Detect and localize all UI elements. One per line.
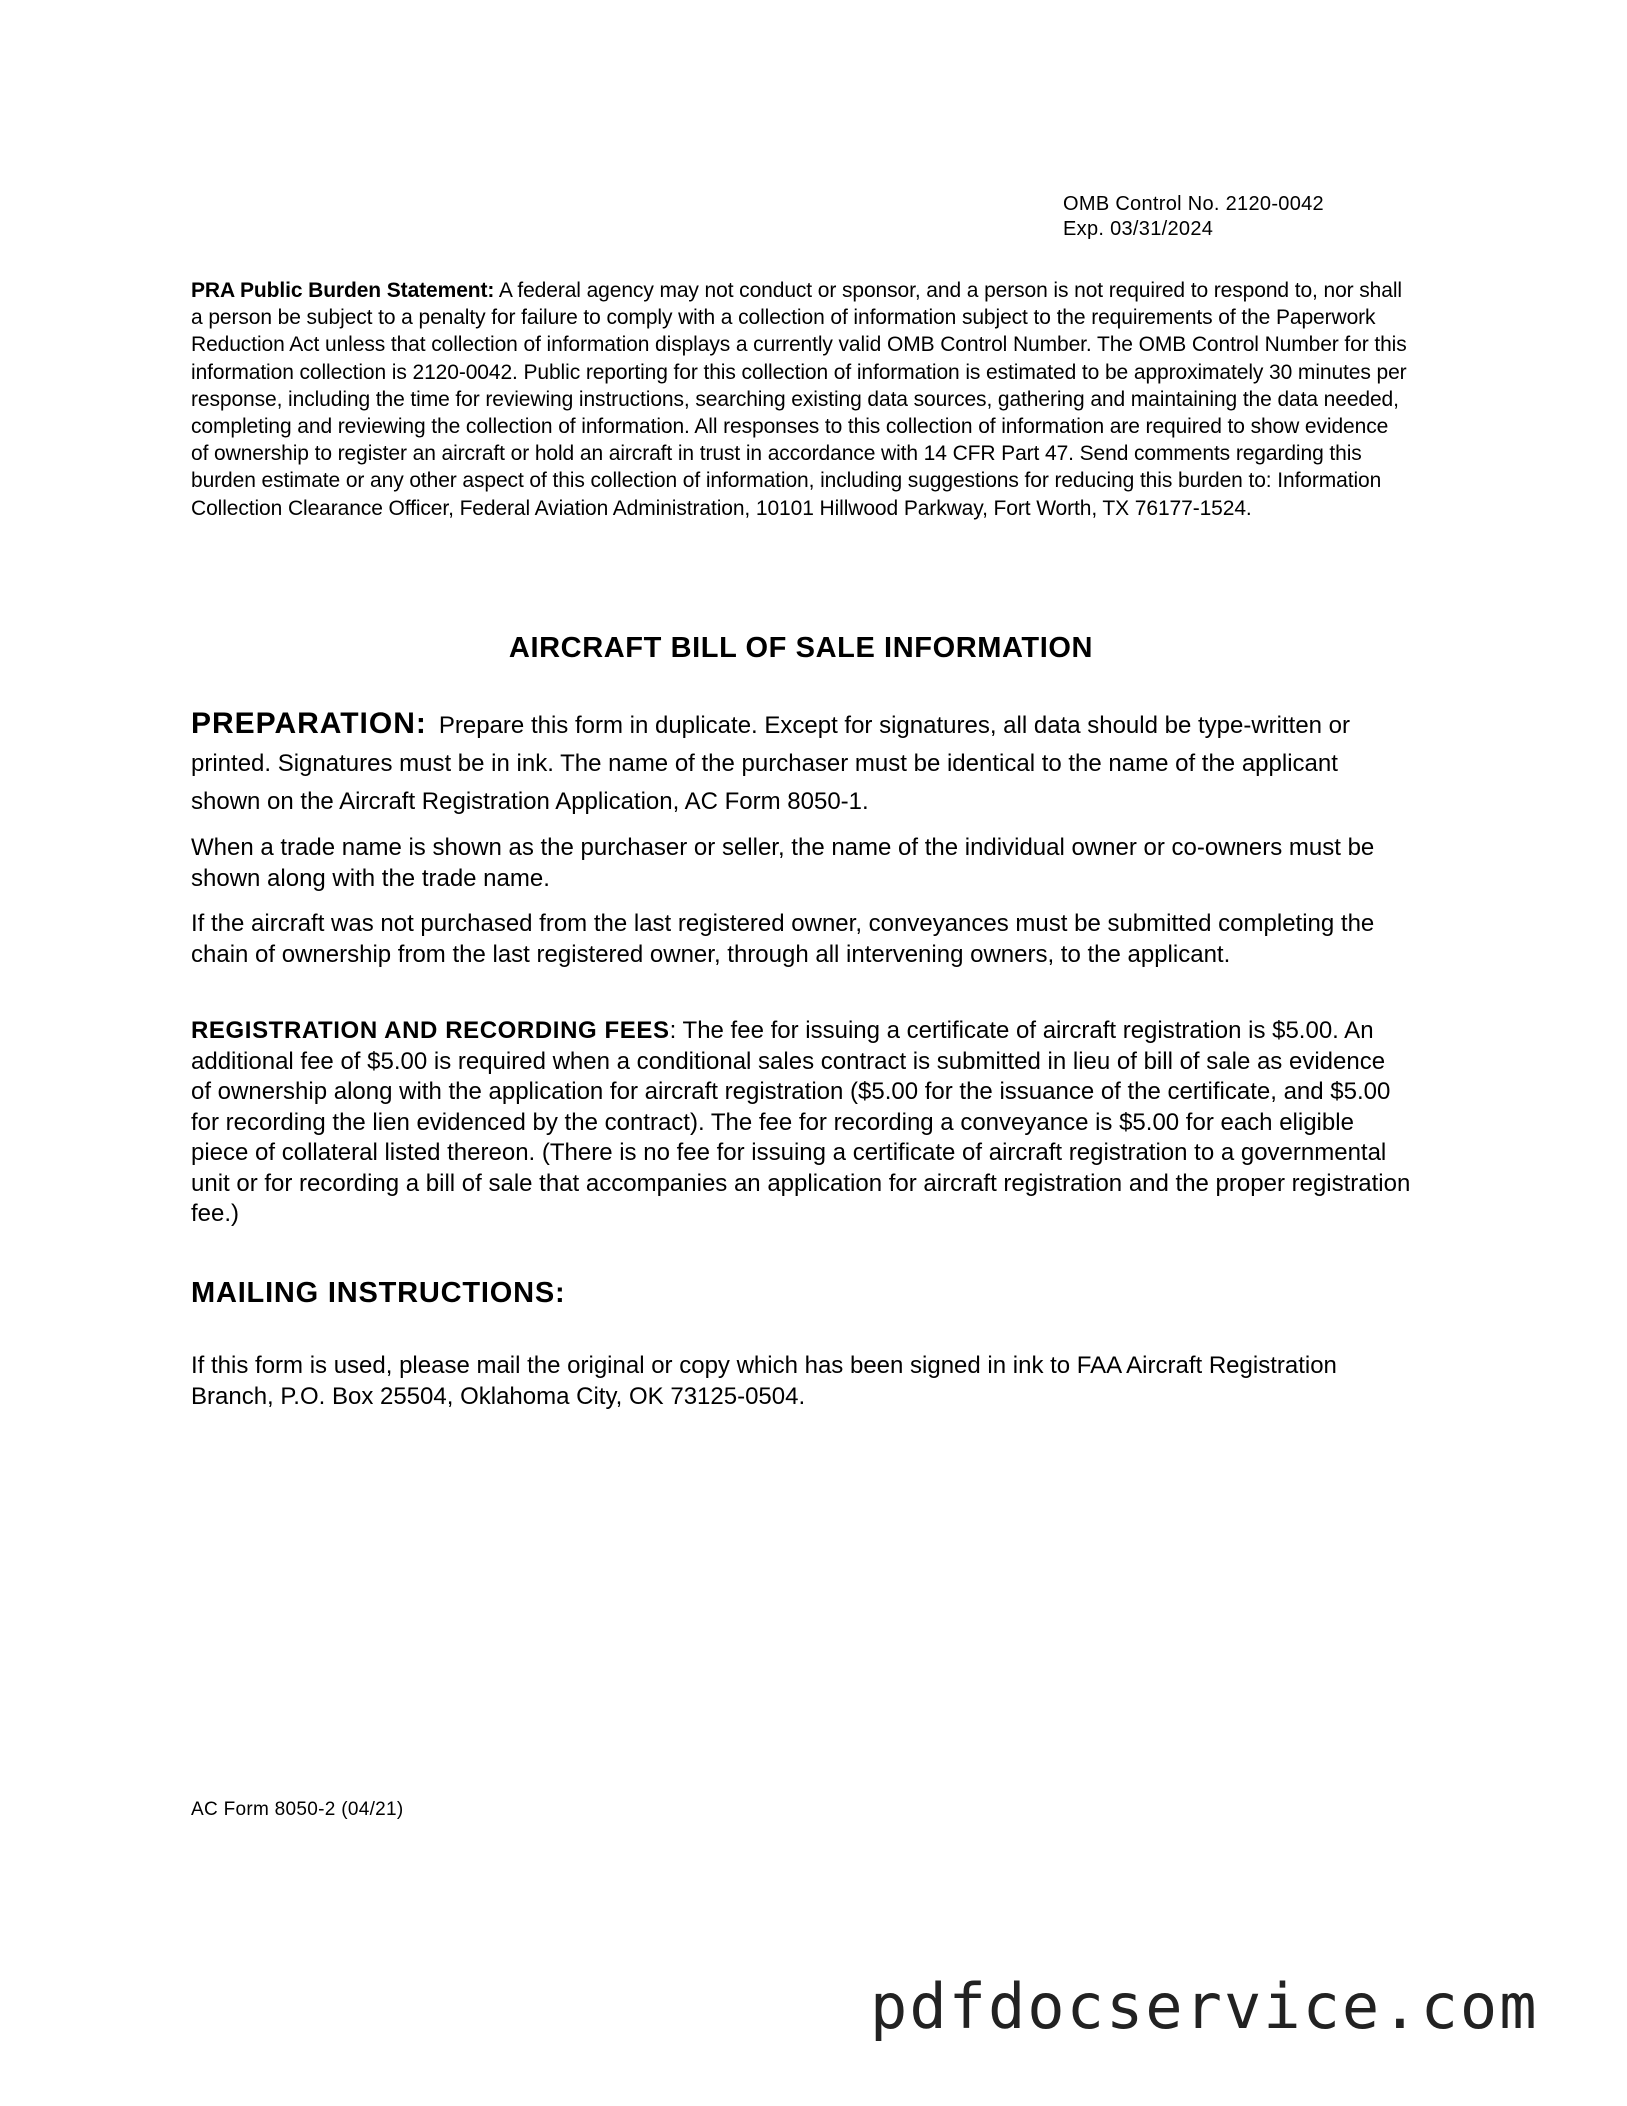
page-title: AIRCRAFT BILL OF SALE INFORMATION [508, 632, 1094, 664]
chain-of-ownership-paragraph: If the aircraft was not purchased from the last registered owner, conveyances must be submitted completing the chain of ownership from the last registered owner, through all intervening owners, to the applicant. [191, 910, 1375, 968]
mailing-instructions-text: If this form is used, please mail the original or copy which has been signed in ink to FAA Aircraft Registration Branch, P.O. Box 25504, Oklahoma City, OK 73125-0504. [191, 1352, 1337, 1410]
omb-info [1063, 192, 1324, 242]
pra-label: PRA Public Burden Statement: [191, 279, 495, 302]
watermark: pdfdocservice.com [870, 1970, 1539, 2043]
omb-control-number: OMB Control No. 2120-0042 [1063, 193, 1324, 215]
fees-label: REGISTRATION AND RECORDING FEES [191, 1017, 670, 1044]
trade-name-paragraph: When a trade name is shown as the purchaser or seller, the name of the individual owner or co-owners must be shown along with the trade name. [191, 834, 1375, 892]
preparation-text: Prepare this form in duplicate. Except for signatures, all data should be type-written or printed. Signatures must be in ink. The name of the purchaser must be identical to the name of the applicant shown on the Aircraft Registration Application, AC Form 8050-1. [191, 712, 1351, 815]
pra-burden-statement [191, 277, 1411, 522]
expiration-date: Exp. 03/31/2024 [1063, 218, 1214, 240]
mailing-instructions-heading: MAILING INSTRUCTIONS: [191, 1277, 566, 1309]
preparation-section [191, 705, 1411, 821]
fees-text: : The fee for issuing a certificate of aircraft registration is $5.00. An additional fee of $5.00 is required when a conditional sales contract is submitted in lieu of bill of sale as evidence of ownership along with the application for aircraft registration ($5.00 for the issuance of the certificate, and $5.00 for recording the lien evidenced by the contract). The fee for recording a conveyance is $5.00 for each eligible piece of collateral listed thereon. (There is no fee for issuing a certificate of aircraft registration to a governmental unit or for recording a bill of sale that accompanies an application for aircraft registration and the proper registration fee.) [191, 1017, 1411, 1227]
form-number-footer: AC Form 8050-2 (04/21) [191, 1799, 404, 1820]
preparation-label: PREPARATION: [191, 707, 427, 740]
pra-text: A federal agency may not conduct or sponsor, and a person is not required to respond to, nor shall a person be subject to a penalty for failure to comply with a collection of information subject to the requirements of the Paperwork Reduction Act unless that collection of information displays a currently valid OMB Control Number. The OMB Control Number for this information collection is 2120-0042. Public reporting for this collection of information is estimated to be approximately 30 minutes per response, including the time for reviewing instructions, searching existing data sources, gathering and maintaining the data needed, completing and reviewing the collection of information. All responses to this collection of information are required to show evidence of ownership to register an aircraft or hold an aircraft in trust in accordance with 14 CFR Part 47. Send comments regarding this burden estimate or any other aspect of this collection of information, including suggestions for reducing this burden to: Information Collection Clearance Officer, Federal Aviation Administration, 10101 Hillwood Parkway, Fort Worth, TX 76177-1524. [191, 279, 1407, 520]
fees-section [191, 1016, 1411, 1230]
